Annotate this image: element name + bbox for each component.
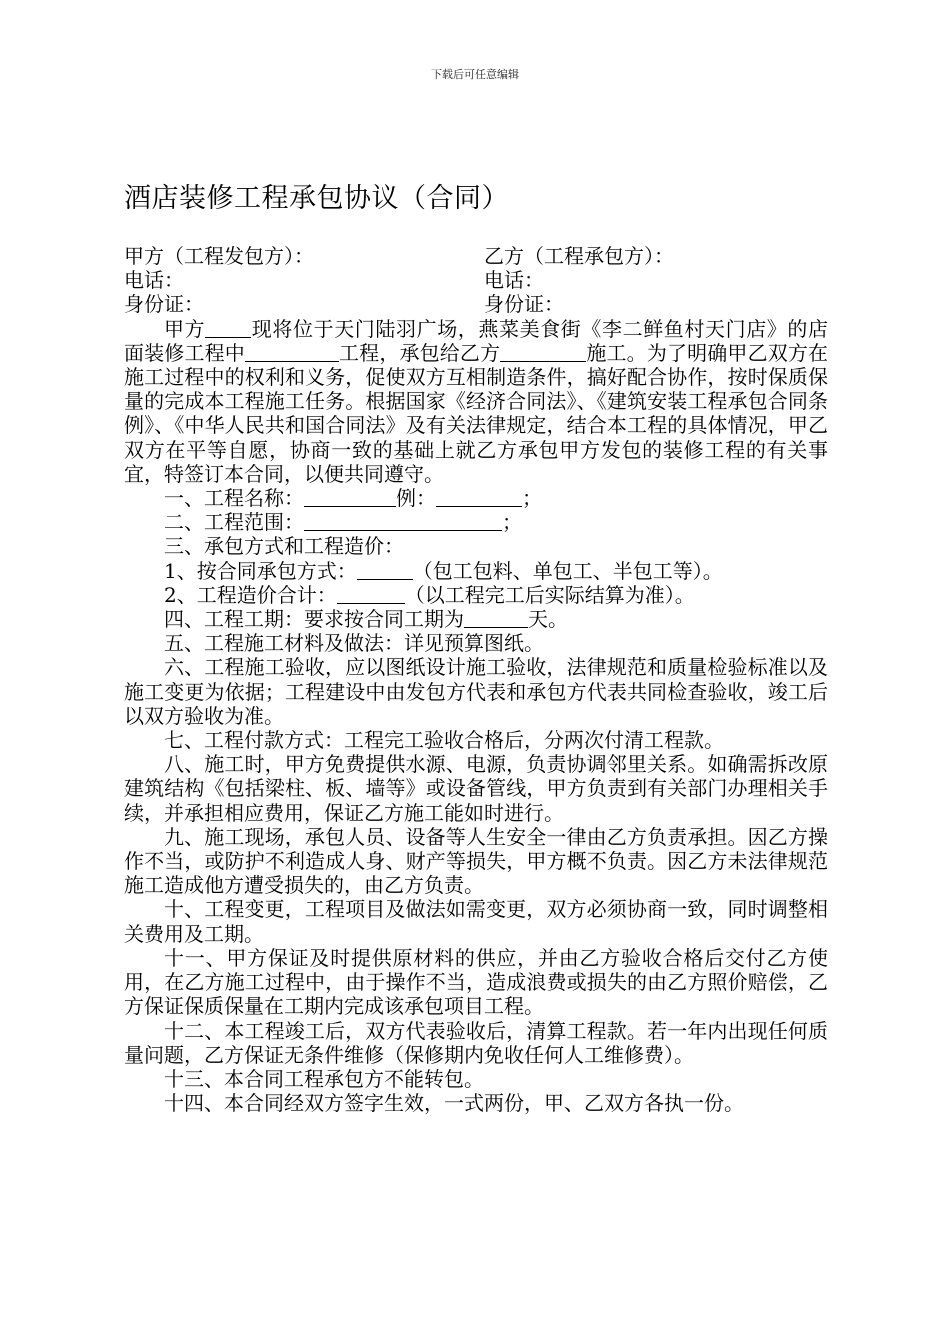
party-b-label: 乙方（工程承包方）：: [484, 244, 674, 268]
party-b-id-label: 身份证：: [484, 292, 564, 317]
blank-example: [436, 486, 522, 507]
blank-total-cost: [337, 583, 405, 604]
clause-8: 八、施工时，甲方免费提供水源、电源，负责协调邻里关系。如确需拆改原建筑结构《包括梁柱、板、墙等》或设备管线，甲方负责到有关部门办理相关手续，并承担相应费用，保证乙方施工能如时进行。: [124, 752, 828, 825]
intro-paragraph: [124, 317, 828, 486]
contract-body: [124, 244, 828, 1115]
party-a-phone-label: 电话：: [124, 268, 184, 293]
clause-text: 一、工程名称：: [164, 486, 304, 511]
blank-party-b: [500, 341, 586, 362]
id-row: [124, 292, 828, 316]
clause-3-2: [124, 583, 828, 607]
phone-row: [124, 268, 828, 292]
intro-text: 甲方: [164, 316, 206, 341]
clause-11: 十一、甲方保证及时提供原材料的供应，并由乙方验收合格后交付乙方使用，在乙方施工过程中，由于操作不当，造成浪费或损失的由乙方照价赔偿，乙方保证保质保量在工期内完成该承包项目工程。: [124, 945, 828, 1019]
document-title: 酒店装修工程承包协议（合同）: [124, 183, 509, 214]
blank-scope: [304, 510, 502, 531]
clause-14: 十四、本合同经双方签字生效，一式两份，甲、乙双方各执一份。: [164, 1091, 744, 1116]
clause-9: 九、施工现场，承包人员、设备等人生安全一律由乙方负责承担。因乙方操作不当，或防护不利造成人身、财产等损失，甲方概不负责。因乙方未法律规范施工造成他方遭受损失的，由乙方负责。: [124, 824, 828, 898]
clause-1: [124, 486, 828, 510]
blank-party-a: [205, 317, 251, 338]
blank-contract-mode: [357, 559, 413, 580]
clause-5: 五、工程施工材料及做法：详见预算图纸。: [164, 631, 544, 656]
blank-days: [464, 607, 528, 628]
intro-text: 工程，承包给乙方: [338, 340, 501, 365]
party-a-id-label: 身份证：: [124, 292, 204, 317]
clause-7: 七、工程付款方式：工程完工验收合格后，分两次付清工程款。: [164, 728, 724, 753]
clause-text: 例：: [396, 486, 436, 511]
clause-text: 四、工程工期：要求按合同工期为: [164, 607, 464, 632]
clause-2: [124, 510, 828, 534]
header-note: 下载后可任意编辑: [431, 68, 519, 81]
party-a-label: 甲方（工程发包方）：: [124, 244, 314, 268]
clause-text: 2、工程造价合计：: [164, 582, 337, 607]
clause-10: 十、工程变更，工程项目及做法如需变更，双方必须协商一致，同时调整相关费用及工期。: [124, 897, 828, 946]
clause-text: （包工包料、单包工、半包工等）。: [412, 558, 723, 583]
clause-3: 三、承包方式和工程造价：: [164, 534, 404, 559]
blank-project: [245, 341, 339, 362]
intro-text: 施工。为了明确甲乙双方在施工过程中的权利和义务，促使双方互相制造条件，搞好配合协作，按时保质保量的完成本工程施工任务。根据国家《经济合同法》、《建筑安装工程承包合同条例》、《中华人民共和国合同法》及有关法律规定，结合本工程的具体情况，甲乙双方在平等自愿，协商一致的基础上就乙方承包甲方发包的装修工程的有关事宜，特签订本合同，以便共同遵守。: [124, 340, 829, 486]
party-b-phone-label: 电话：: [484, 268, 544, 293]
intro-text: 现将位于天门陆羽广场，燕菜美食街《李二鲜鱼村天门店》的店面装修工程中: [124, 316, 829, 365]
clause-12: 十二、本工程竣工后，双方代表验收后，清算工程款。若一年内出现任何质量问题，乙方保证无条件维修（保修期内免收任何人工维修费）。: [124, 1018, 828, 1067]
clause-text: ；: [502, 510, 522, 535]
clause-13: 十三、本合同工程承包方不能转包。: [164, 1066, 484, 1091]
clause-text: 1、按合同承包方式：: [164, 558, 357, 583]
clause-text: （以工程完工后实际结算为准）。: [404, 582, 695, 607]
clause-3-1: [124, 559, 828, 583]
party-row: [124, 244, 828, 268]
blank-project-name: [304, 486, 396, 507]
clause-text: ；: [522, 486, 542, 511]
clause-6: 六、工程施工验收，应以图纸设计施工验收，法律规范和质量检验标准以及施工变更为依据；工程建设中由发包方代表和承包方代表共同检查验收，竣工后以双方验收为准。: [124, 655, 828, 728]
clause-text: 天。: [528, 607, 568, 632]
clause-text: 二、工程范围：: [164, 510, 304, 535]
clause-4: [124, 607, 828, 631]
